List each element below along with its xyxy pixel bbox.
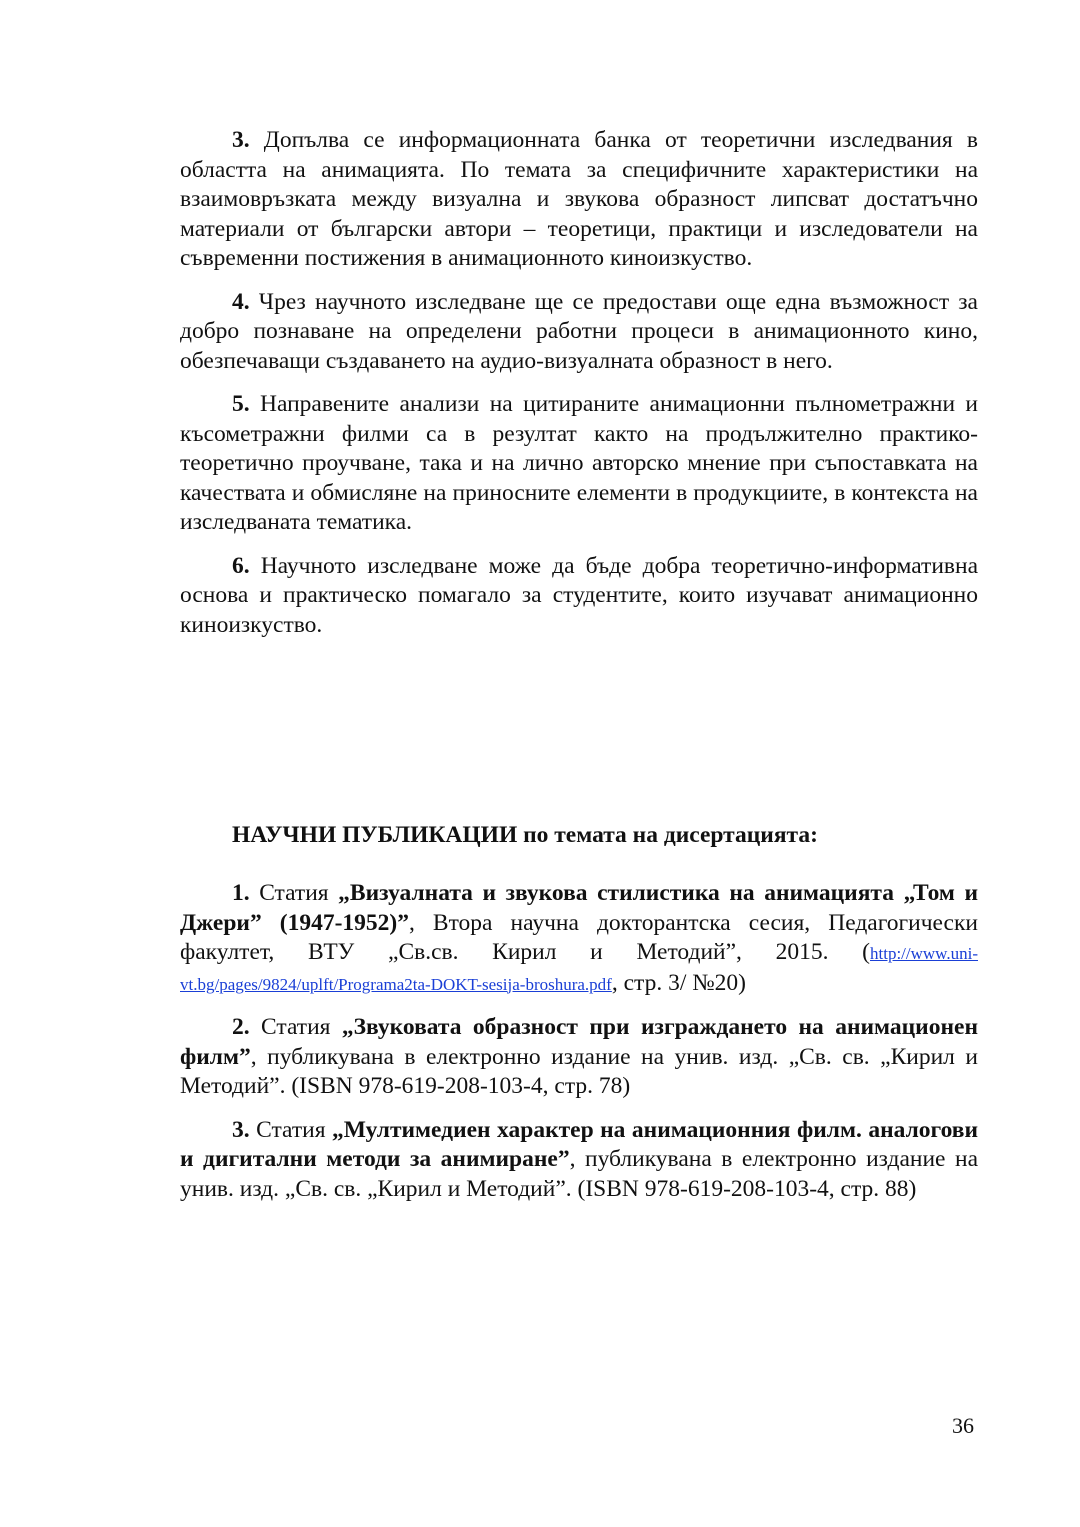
publication-number: 2. — [232, 1014, 250, 1040]
paragraph-number: 5. — [232, 391, 250, 417]
paragraph-number: 3. — [232, 127, 250, 153]
publication-title: „Мултимедиен характер на анимационния филм. аналогови и дигитални методи за анимиране” — [180, 1116, 978, 1172]
publication-number: 1. — [232, 880, 250, 906]
publication-item-3 — [180, 1116, 978, 1205]
paragraph-text: Допълва се информационната банка от теоретични изследвания в областта на анимацията. По темата за специфичните характеристики на взаимовръзката между визуална и звукова образност липсват достатъчно материали от български автори – теоретици, практици и изследователи на съвременни постижения в анимационното киноизкуство. — [180, 127, 978, 271]
page-number: 36 — [952, 1413, 974, 1438]
contribution-paragraph-3 — [180, 126, 978, 274]
publication-details: , публикувана в електронно издание на унив. изд. „Св. св. „Кирил и Методий”. (ISBN 978-619-208-103-4, стр. 78) — [180, 1043, 978, 1099]
publication-title: „Звуковата образност при изграждането на анимационен филм” — [180, 1014, 978, 1070]
publications-heading: НАУЧНИ ПУБЛИКАЦИИ по темата на дисертацията: — [232, 822, 818, 848]
contribution-paragraph-5 — [180, 390, 978, 538]
publication-item-1 — [180, 879, 978, 999]
publication-tail: , стр. 3/ №20) — [611, 969, 746, 996]
paragraph-text: Чрез научното изследване ще се предостави още една възможност за добро познаване на определени работни процеси в анимационното кино, обезпечаващи създаването на аудио-визуалната образност в него. — [180, 288, 978, 374]
publication-lead: Статия — [249, 1014, 342, 1040]
publication-item-2 — [180, 1013, 978, 1102]
publication-details: , Втора научна докторантска сесия, Педагогически факултет, ВТУ „Св.св. Кирил и Методий”, 2015. ( — [180, 909, 978, 965]
publication-link[interactable]: http://www.uni-vt.bg/pages/9824/uplft/Programa2ta-DOKT-sesija-broshura.pdf — [180, 944, 978, 994]
publication-lead: Статия — [249, 880, 339, 906]
paragraph-number: 4. — [232, 288, 250, 315]
contribution-paragraph-6 — [180, 552, 978, 641]
contribution-paragraph-4 — [180, 288, 978, 377]
paragraph-text: Направените анализи на цитираните анимационни пълнометражни и късометражни филми са в резултат както на продължително практико-теоретично проучване, така и на лично авторско мнение при съпоставката на качествата и обмисляне на приносните елементи в продукциите, в контекста на изследваната тематика. — [180, 391, 978, 535]
publication-number: 3. — [232, 1116, 250, 1143]
publications-list — [180, 879, 978, 1204]
publication-title: „Визуалната и звукова стилистика на анимацията „Том и Джери” (1947-1952)” — [180, 880, 979, 936]
publication-lead: Статия — [249, 1116, 332, 1143]
publication-details: , публикувана в електронно издание на унив. изд. „Св. св. „Кирил и Методий”. (ISBN 978-619-208-103-4, стр. 88) — [180, 1146, 978, 1202]
paragraph-text: Научното изследване може да бъде добра теоретично-информативна основа и практическо помагало за студентите, които изучават анимационно киноизкуство. — [180, 552, 978, 638]
contributions-section — [180, 126, 978, 640]
paragraph-number: 6. — [232, 552, 250, 579]
